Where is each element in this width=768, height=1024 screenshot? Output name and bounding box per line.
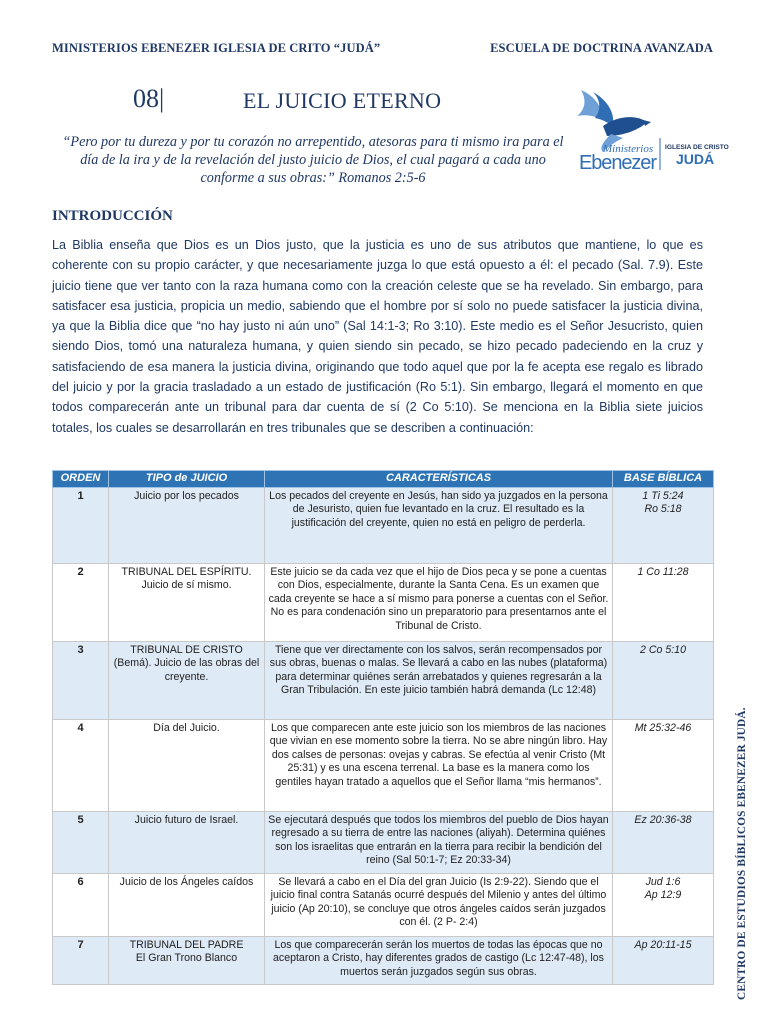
judgments-table <box>52 470 714 985</box>
row-tipo: Juicio futuro de Israel. <box>109 812 265 874</box>
row-tipo: Día del Juicio. <box>109 720 265 812</box>
table-row <box>53 642 714 720</box>
col-header-orden: ORDEN <box>53 471 109 488</box>
epigraph-quote <box>58 133 568 187</box>
col-header-tipo: TIPO de JUICIO <box>109 471 265 488</box>
row-base: 1 Co 11:28 <box>613 564 714 642</box>
row-caracteristicas: Se ejecutará después que todos los miembros del pueblo de Dios hayan regresado a su tierra de entre las naciones (aliyah). Determina quiénes son los israelitas que entrarán en la tierra para recibir la bendición del reino (Sal 50:1-7; Ez 20:33-34) <box>265 812 613 874</box>
table-row <box>53 488 714 564</box>
table-row <box>53 812 714 874</box>
base-ref: Jud 1:6 Ap 12:9 <box>644 876 682 902</box>
header-school: ESCUELA DE DOCTRINA AVANZADA <box>490 41 713 55</box>
row-caracteristicas: Tiene que ver directamente con los salvos, serán recompensados por sus obras, buenas o malas. Se llevará a cabo en las nubes (plataforma) para determinar quiénes serán arrebatados y quienes regresarán a la Gran Tribulación. En este juicio también habrá demanda (Lc 12:48) <box>265 642 613 720</box>
row-tipo: TRIBUNAL DEL ESPÍRITU. Juicio de sí mismo. <box>109 564 265 642</box>
logo-ministerios: Ministerios <box>603 143 654 155</box>
row-caracteristicas: Los pecados del creyente en Jesús, han sido ya juzgados en la persona de Jesuristo, quien fue levantado en la cruz. El resultado es la justificación del creyente, quien no está en peligro de perderla. <box>265 488 613 564</box>
row-tipo: TRIBUNAL DE CRISTO (Bemá). Juicio de las obras del creyente. <box>109 642 265 720</box>
row-orden: 1 <box>53 488 109 564</box>
row-caracteristicas: Los que comparecen ante este juicio son los miembros de las naciones que vivian en ese momento sobre la tierra. No se abre ningún libro. Hay dos calses de personas: ovejas y cabras. Se efectúa al venir Cristo (Mt 25:31) y es una escena terrenal. La base es la manera como los gentiles hayan tratado a aquellos que el Señor llama “mis hermanos”. <box>265 720 613 812</box>
logo-ebenezer: Ebenezer <box>579 152 657 174</box>
logo-juda: JUDÁ <box>676 151 715 167</box>
row-caracteristicas: Los que comparecerán serán los muertos de todas las épocas que no aceptaron a Cristo, hay diferentes grados de castigo (Lc 12:47-48), los muertos serán juzgados según sus obras. <box>265 937 613 985</box>
intro-heading: INTRODUCCIÓN <box>52 208 173 224</box>
table-row <box>53 564 714 642</box>
table-row <box>53 874 714 937</box>
col-header-caracteristicas: CARACTERÍSTICAS <box>265 471 613 488</box>
row-tipo: Juicio por los pecados <box>109 488 265 564</box>
intro-paragraph: La Biblia enseña que Dios es un Dios justo, que la justicia es uno de sus atributos que mantiene, lo que es coherente con su propio carácter, y que necesariamente juzga lo que está opuesto a él: el pecado (Sal. 7.9). Este juicio tiene que ver tanto con la raza humana como con la creación celeste que se ha revelado. Sin embargo, para satisfacer esa justicia, propicia un medio, sabiendo que el hombre por sí solo no puede satisfacer la justicia divina, ya que la Biblia dice que “no hay justo ni aún uno” (Sal 14:1-3; Ro 3:10). Este medio es el Señor Jesucristo, quien siendo Dios, tomó una naturaleza humana, y quien siendo sin pecado, se hizo pecado padeciendo en la cruz y satisfaciendo de esa manera la justicia divina, originando que todo aquel que por la fe acepta ese regalo es librado del juicio y por la gracia trasladado a un estado de justificación (Ro 5:1). Sin embargo, llegará el momento en que todos comparecerán ante un tribunal para dar cuenta de sí (2 Co 5:10). Se menciona en la Biblia siete juicios totales, los cuales se desarrollarán en tres tribunales que se describen a continuación: <box>52 238 703 435</box>
row-orden: 5 <box>53 812 109 874</box>
quote-reference: Romanos 2:5-6 <box>334 170 426 186</box>
table-row <box>53 720 714 812</box>
header-ministry: MINISTERIOS EBENEZER IGLESIA DE CRITO “JUDÁ” <box>52 41 381 55</box>
col-header-base: BASE BÍBLICA <box>613 471 714 488</box>
row-tipo: Juicio de los Ángeles caídos <box>109 874 265 937</box>
ebenezer-juda-logo <box>573 86 738 184</box>
row-caracteristicas: Este juicio se da cada vez que el hijo de Dios peca y se pone a cuentas con Dios, especialmente, durante la Santa Cena. Es un examen que cada creyente se hace a sí mismo para ponerse a cuentas con el Señor. No es para condenación sino un preparatorio para presentarnos ante el Tribunal de Cristo. <box>265 564 613 642</box>
row-caracteristicas: Se llevará a cabo en el Día del gran Juicio (Is 2:9-22). Siendo que el juicio final contra Satanás ocurré después del Milenio y antes del último juicio (Ap 20:10), se concluye que otros ángeles caídos serán juzgados con él. (2 P- 2:4) <box>265 874 613 937</box>
row-orden: 4 <box>53 720 109 812</box>
table-row <box>53 937 714 985</box>
row-base: Ez 20:36-38 <box>613 812 714 874</box>
base-ref: 1 Ti 5:24 Ro 5:18 <box>642 490 684 516</box>
table-body <box>53 488 714 985</box>
row-base <box>613 488 714 564</box>
row-base: 2 Co 5:10 <box>613 642 714 720</box>
row-orden: 7 <box>53 937 109 985</box>
side-vertical-text: CENTRO DE ESTUDIOS BÍBLICOS EBENEZER JUDÁ. <box>736 707 748 1000</box>
row-base: Ap 20:11-15 <box>613 937 714 985</box>
row-base: Mt 25:32-46 <box>613 720 714 812</box>
row-orden: 2 <box>53 564 109 642</box>
logo-iglesia: IGLESIA DE CRISTO <box>665 144 729 151</box>
quote-text: “Pero por tu dureza y por tu corazón no arrepentido, atesoras para ti mismo ira para el día de la ira y de la revelación del justo juicio de Dios, el cual pagará a cada uno conforme a sus obras:” <box>62 134 564 186</box>
row-tipo: TRIBUNAL DEL PADRE El Gran Trono Blanco <box>109 937 265 985</box>
lesson-title: EL JUICIO ETERNO <box>243 88 442 113</box>
table-header-row <box>53 471 714 488</box>
lesson-number: 08| <box>133 84 165 113</box>
row-orden: 6 <box>53 874 109 937</box>
row-base <box>613 874 714 937</box>
row-orden: 3 <box>53 642 109 720</box>
